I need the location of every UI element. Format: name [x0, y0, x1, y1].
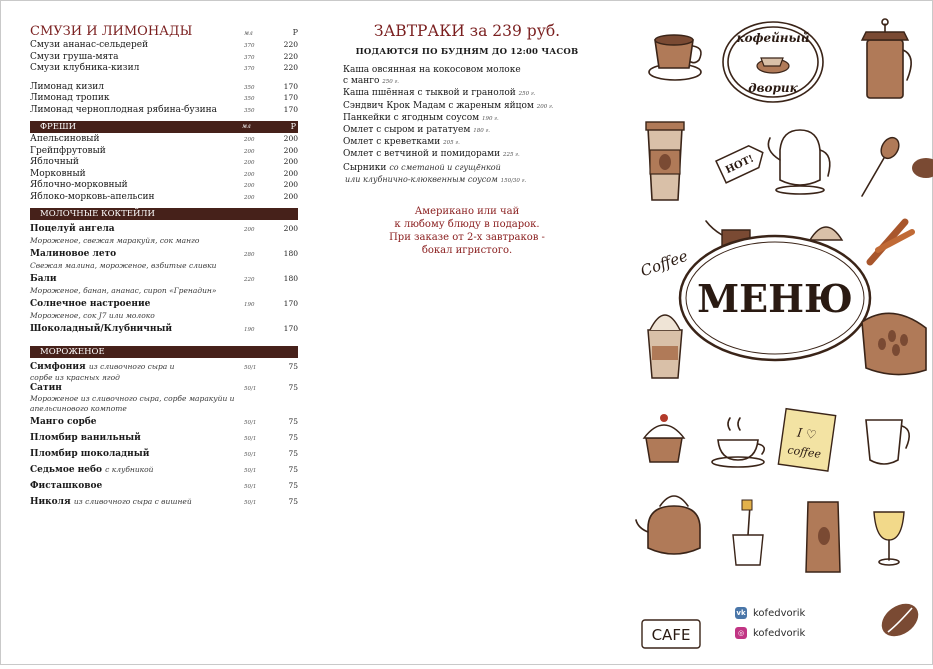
dessert-icon — [644, 414, 684, 462]
instagram-link[interactable] — [735, 627, 805, 639]
item-desc: Мороженое, банан, ананас, сироп «Гренадин» — [30, 285, 217, 295]
item-volume: 200 — [244, 160, 255, 166]
fresh-title: ФРЕШИ — [40, 122, 77, 132]
item-price: 75 — [288, 433, 298, 442]
item-price: 180 — [283, 274, 298, 283]
item-name: Каша овсянная на кокосовом молоке — [343, 65, 521, 75]
item-name: Сэндвич Крок Мадам с жареным яйцом — [343, 100, 534, 111]
list-item — [30, 274, 298, 286]
promo-line: к любому блюду в подарок. — [394, 219, 540, 231]
frappe-cup-icon — [648, 315, 682, 378]
item-name: Морковный — [30, 168, 86, 179]
list-item — [30, 417, 298, 429]
item-name: Омлет с креветками — [343, 137, 441, 148]
instagram-handle: kofedvorik — [753, 627, 806, 639]
list-item — [30, 481, 298, 493]
logo-bottom-text: дворик — [748, 81, 798, 95]
illustration-panel — [630, 0, 933, 665]
item-name: Сырники — [343, 162, 387, 173]
smoothies-header — [30, 24, 298, 40]
item-weight: 250 г. — [382, 79, 400, 86]
breakfast-list — [336, 65, 598, 187]
item-price: 200 — [283, 180, 298, 189]
item-name: Лимонад кизил — [30, 81, 104, 92]
item-name: Апельсиновый — [30, 134, 100, 144]
list-item — [30, 146, 298, 158]
list-item — [30, 180, 298, 192]
drinks-column — [30, 24, 298, 513]
breakfast-title: ЗАВТРАКИ за 239 руб. — [373, 22, 561, 40]
coffee-word: Coffee — [638, 246, 691, 281]
item-price: 75 — [288, 382, 298, 392]
item-desc: или клубнично-клюквенным соусом — [345, 174, 498, 184]
list-item — [30, 192, 298, 204]
item-volume: 280 — [244, 252, 255, 258]
menu-badge — [680, 236, 870, 360]
list-item — [30, 249, 298, 261]
milk-jug-icon — [866, 420, 909, 464]
fresh-header — [30, 121, 298, 133]
takeaway-cup-icon — [646, 122, 684, 200]
item-volume: 350 — [244, 96, 255, 102]
menu-item-block — [30, 299, 298, 320]
lemonade-list — [30, 82, 298, 117]
item-name: Каша пшённая с тыквой и гранолой — [343, 88, 516, 99]
item-volume: 370 — [244, 43, 255, 49]
list-item — [30, 465, 298, 477]
item-volume: 50/1 — [244, 452, 257, 458]
item-name: Поцелуй ангела — [30, 224, 115, 234]
volume-column-label: мл — [244, 30, 253, 37]
vk-link[interactable] — [735, 607, 805, 619]
item-desc: Свежая малина, мороженое, взбитые сливки — [30, 260, 217, 270]
icecream-title: МОРОЖЕНОЕ — [40, 346, 105, 357]
breakfast-column — [336, 22, 598, 257]
item-price: 200 — [283, 191, 298, 201]
milkshakes-title: МОЛОЧНЫЕ КОКТЕЙЛИ — [40, 209, 155, 219]
item-price: 75 — [288, 497, 298, 506]
item-volume: 50/1 — [244, 420, 257, 426]
item-price: 170 — [283, 104, 298, 114]
coffee-note-icon — [778, 409, 835, 471]
item-price: 220 — [283, 63, 298, 72]
item-desc: со сметаной и сгущёнкой — [389, 162, 501, 172]
note-line-2: coffee — [786, 443, 822, 461]
list-item — [30, 82, 298, 94]
item-price: 75 — [288, 417, 298, 426]
item-volume: 200 — [244, 171, 255, 178]
item-desc: Мороженое, свежая маракуйя, сок манго — [30, 235, 200, 245]
item-price: 170 — [283, 81, 298, 91]
breakfast-item — [343, 113, 598, 125]
item-volume: 190 — [244, 302, 255, 308]
item-desc: сорбе из красных ягод — [30, 373, 120, 382]
item-volume: 350 — [244, 107, 255, 114]
milkshake-list — [30, 224, 298, 336]
icecream-header — [30, 346, 298, 358]
item-name: Омлет с сыром и рататуем — [343, 125, 471, 136]
french-press-icon — [862, 19, 911, 98]
hot-tag-icon — [716, 142, 768, 183]
item-name: Лимонад черноплодная рябина-бузина — [30, 104, 217, 115]
item-volume: 370 — [244, 54, 255, 61]
item-desc: из сливочного сыра и — [88, 361, 175, 371]
item-price: 200 — [283, 224, 298, 233]
item-volume: 220 — [244, 277, 255, 283]
spoon-icon — [862, 134, 902, 196]
item-volume: 50/1 — [244, 484, 257, 490]
item-name: Яблоко-морковь-апельсин — [30, 191, 155, 202]
promo-line: Американо или чай — [414, 206, 520, 218]
breakfast-item — [343, 162, 598, 187]
breakfast-subtitle: ПОДАЮТСЯ ПО БУДНЯМ ДО 12:00 ЧАСОВ — [355, 47, 579, 57]
item-name: Бали — [30, 274, 57, 284]
cocktail-icon — [874, 512, 904, 565]
tea-bag-icon — [733, 500, 763, 565]
list-item — [30, 40, 298, 52]
item-volume: 370 — [244, 66, 255, 72]
list-item — [30, 383, 298, 395]
item-desc: Мороженое, сок J7 или молоко — [30, 310, 155, 320]
item-volume: 50/1 — [244, 385, 257, 392]
menu-item-block — [30, 224, 298, 245]
price-column-label: Р — [292, 28, 298, 37]
item-name: Омлет с ветчиной и помидорами — [343, 149, 501, 160]
fresh-price-label: Р — [290, 122, 296, 131]
item-desc: из сливочного сыра с вишней — [73, 497, 192, 506]
item-price: 170 — [283, 93, 298, 102]
paper-bag-icon — [806, 502, 840, 572]
note-line-1: I ♡ — [796, 425, 818, 443]
item-price: 75 — [288, 481, 298, 490]
cafe-logo — [723, 22, 823, 102]
item-name: Солнечное настроение — [30, 299, 151, 309]
item-volume: 200 — [244, 194, 255, 201]
item-volume: 200 — [244, 183, 255, 189]
breakfast-item — [343, 149, 598, 161]
list-item — [30, 93, 298, 105]
list-item — [30, 63, 298, 75]
item-price: 75 — [288, 449, 298, 458]
item-price: 170 — [283, 324, 298, 333]
item-volume: 200 — [244, 148, 255, 155]
item-volume: 190 — [244, 327, 255, 333]
item-weight: 200 г. — [536, 103, 554, 110]
item-desc: Мороженое из сливочного сыра, сорбе маракуйи и апельсинового компоте — [30, 394, 235, 413]
item-name: Сатин — [30, 382, 62, 393]
item-name-line2: с манго — [343, 76, 380, 87]
item-volume: 50/1 — [244, 468, 257, 474]
promo-line: При заказе от 2-х завтраков - — [389, 232, 545, 244]
item-name: Яблочный — [30, 157, 79, 167]
item-weight: 250 г. — [518, 91, 536, 98]
list-item — [30, 52, 298, 64]
item-volume: 200 — [244, 227, 255, 233]
coffee-cup-icon — [649, 35, 701, 80]
item-name: Николя — [30, 497, 71, 507]
menu-item-block — [30, 249, 298, 270]
menu-item-block — [30, 324, 298, 336]
item-name: Лимонад тропик — [30, 93, 110, 103]
coffee-bean-icon — [876, 597, 925, 643]
list-item — [30, 224, 298, 236]
breakfast-promo — [336, 205, 598, 257]
logo-top-text: кофейный — [736, 31, 810, 45]
item-name: Смузи груша-мята — [30, 51, 119, 62]
item-name: Пломбир ванильный — [30, 433, 141, 443]
item-weight: 180 г. — [473, 128, 490, 135]
item-price: 200 — [283, 168, 298, 178]
item-price: 220 — [283, 51, 298, 61]
item-volume: 50/1 — [244, 364, 257, 371]
breakfast-item — [343, 88, 598, 100]
item-name: Фисташковое — [30, 481, 103, 491]
item-price: 75 — [288, 361, 298, 371]
item-price: 200 — [283, 134, 298, 143]
item-name: Малиновое лето — [30, 249, 117, 259]
list-item — [30, 497, 298, 509]
list-item — [30, 433, 298, 445]
item-name: Шоколадный/Клубничный — [30, 324, 173, 334]
item-price: 220 — [283, 40, 298, 49]
fresh-volume-label: мл — [242, 123, 251, 130]
tea-cup-icon — [712, 418, 764, 467]
breakfast-item — [343, 101, 598, 113]
item-weight: 225 г. — [503, 152, 520, 159]
coffee-bag-icon — [862, 313, 926, 374]
list-item — [30, 324, 298, 336]
instagram-icon: ◎ — [735, 627, 747, 639]
item-volume: 50/1 — [244, 500, 257, 506]
item-name: Пломбир шоколадный — [30, 449, 150, 459]
item-weight: 150/30 г. — [500, 177, 527, 184]
item-name: Яблочно-морковный — [30, 180, 128, 190]
fresh-list — [30, 134, 298, 203]
item-name: Седьмое небо — [30, 465, 102, 475]
item-price: 180 — [283, 249, 298, 258]
cupcake-icon — [810, 227, 842, 240]
vk-icon: vk — [736, 609, 746, 617]
cafe-sign-icon — [642, 620, 700, 648]
list-item — [30, 157, 298, 169]
breakfast-item — [343, 137, 598, 149]
cinnamon-icon — [870, 222, 912, 262]
smoothies-title: СМУЗИ И ЛИМОНАДЫ — [30, 24, 193, 39]
vk-handle: kofedvorik — [753, 607, 806, 619]
list-item — [30, 299, 298, 311]
kettle-icon — [768, 130, 829, 194]
item-volume: 350 — [244, 84, 255, 91]
list-item — [30, 105, 298, 117]
doodle-art — [630, 0, 933, 665]
menu-title: МЕНЮ — [697, 276, 853, 321]
smoothie-list — [30, 40, 298, 75]
item-weight: 190 г. — [482, 115, 499, 122]
hot-tag-text: HOT! — [723, 153, 756, 177]
breakfast-item — [343, 65, 598, 88]
item-price: 200 — [283, 145, 298, 155]
item-price: 75 — [288, 465, 298, 474]
item-name: Грейпфрутовый — [30, 145, 106, 156]
breakfast-item — [343, 125, 598, 137]
cafe-sign-text: CAFE — [651, 626, 691, 644]
item-name: Симфония — [30, 361, 86, 372]
item-desc: с клубникой — [105, 465, 154, 474]
milkshakes-header — [30, 208, 298, 220]
menu-item-block — [30, 274, 298, 295]
list-item — [30, 134, 298, 146]
item-price: 200 — [283, 157, 298, 166]
item-weight: 205 г. — [443, 140, 460, 147]
teapot-icon — [636, 496, 700, 554]
promo-line: бокал игристого. — [421, 245, 513, 257]
item-volume: 50/1 — [244, 436, 257, 442]
item-price: 170 — [283, 299, 298, 308]
item-volume: 200 — [244, 137, 255, 143]
item-name: Смузи клубника-кизил — [30, 63, 140, 73]
list-item — [30, 362, 298, 374]
item-name: Панкейки с ягодным соусом — [343, 112, 480, 123]
list-item — [30, 169, 298, 181]
icecream-list — [30, 362, 298, 509]
list-item — [30, 449, 298, 461]
item-name: Манго сорбе — [30, 417, 97, 427]
item-name: Смузи ананас-сельдерей — [30, 40, 149, 50]
